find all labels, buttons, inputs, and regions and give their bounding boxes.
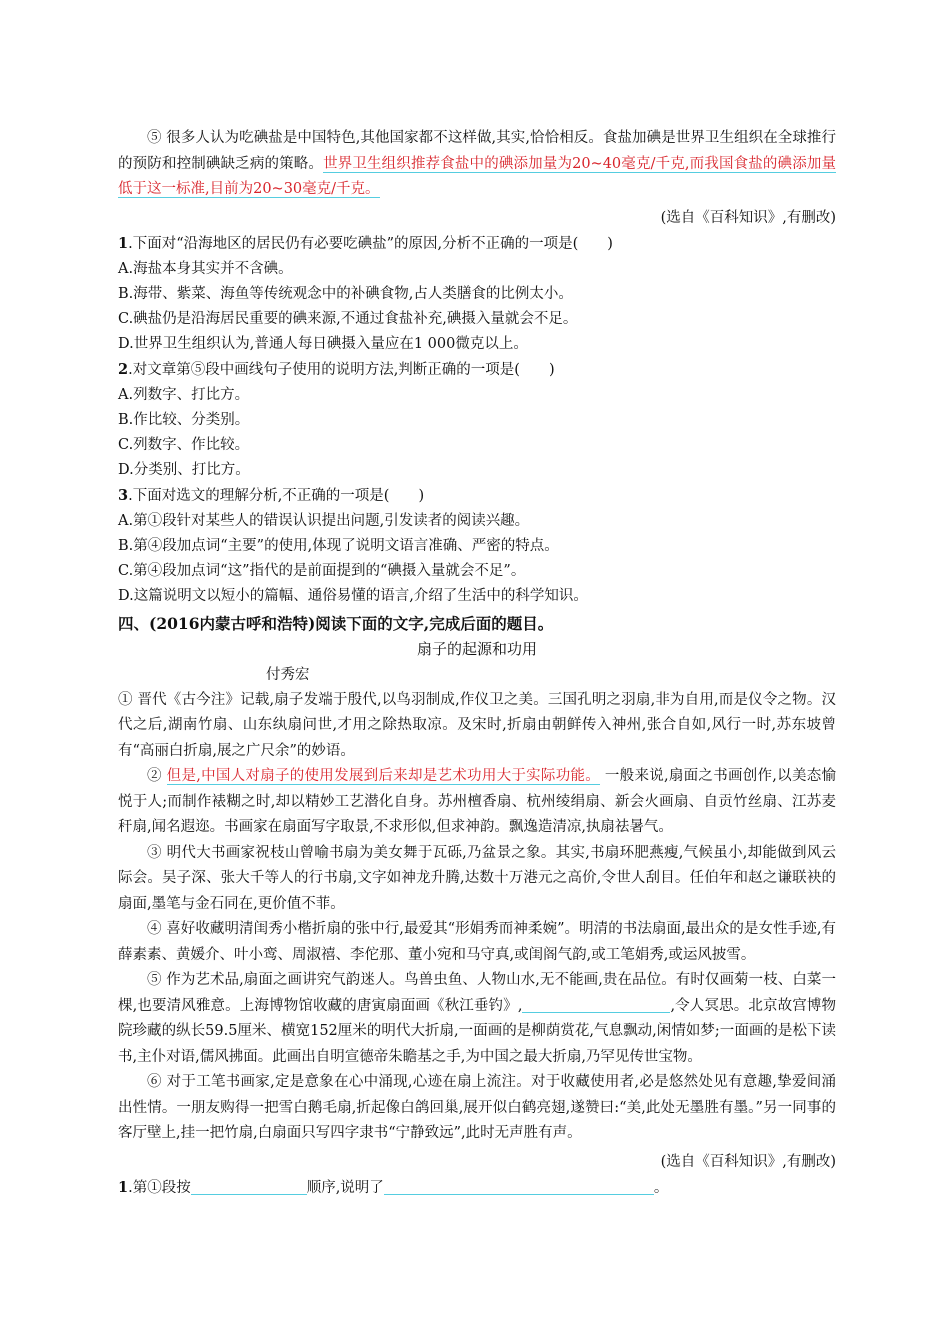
question-1 [118,231,836,357]
source-citation: (选自《百科知识》,有删改) [660,209,836,226]
article-paragraph-4: ④ 喜好收藏明清闺秀小楷折扇的张中行,最爱其“形娟秀而神柔婉”。明清的书法扇面,最出众的是女性手迹,有薛素素、黄媛介、叶小鸾、周淑禧、李佗那、董小宛和马守真,或闺阁气韵,或工笔娟秀,或运风披雪。 [118,921,836,963]
article-paragraph-1: ① 晋代《古今注》记载,扇子发端于殷代,以鸟羽制成,作仪卫之美。三国孔明之羽扇,非为自用,而是仪令之物。汉代之后,湖南竹扇、山东纨扇问世,才用之除热取凉。及宋时,折扇由朝鲜传入神州,张合自如,风行一时,苏东坡曾有“高丽白折扇,展之广尺余”的妙语。 [118,691,836,759]
option-c[interactable]: C.碘盐仍是沿海居民重要的碘来源,不通过食盐补充,碘摄入量就会不足。 [118,310,578,327]
question-text: .第①段按 [128,1179,191,1196]
option-d[interactable]: D.世界卫生组织认为,普通人每日碘摄入量应在1 000微克以上。 [118,335,528,352]
article-paragraph-6: ⑥ 对于工笔书画家,定是意象在心中涌现,心迹在扇上流注。对于收藏使用者,必是悠然处见有意趣,挚爱间涌出性情。一朋友购得一把雪白鹅毛扇,折起像白鸽回巢,展开似白鹤亮翅,遂赞曰:“美,此处无墨胜有墨。”另一同事的客厅壁上,挂一把竹扇,白扇面只写四字隶书“宁静致远”,此时无声胜有声。 [118,1074,836,1141]
question-text: .对文章第⑤段中画线句子使用的说明方法,判断正确的一项是( ) [128,361,555,378]
article-paragraph-2 [118,764,836,841]
option-d[interactable]: D.分类别、打比方。 [118,461,250,478]
underlined-sentence: 世界卫生组织推荐食盐中的碘添加量为20~40毫克/千克,而我国食盐的碘添加量低于这一标准,目前为20~30毫克/千克。 [118,155,837,197]
option-a[interactable]: A.列数字、打比方。 [118,386,250,403]
worksheet-page [118,126,836,1201]
question-number: 1 [118,1178,129,1196]
paragraph-number: ⑤ [147,130,162,146]
paragraph-text: 一般来说,扇面之书画创作,以美态愉悦于人;而制作裱糊之时,却以精妙工艺潜化自身。苏州檀香扇、杭州绫绢扇、新会火画扇、自贡竹丝扇、江苏麦秆扇,闻名遐迩。书画家在扇面写字取景,不求形似,但求神韵。飘逸造清凉,执扇祛暑气。 [118,768,837,835]
fill-question-1 [118,1175,836,1201]
article-paragraph-5 [118,968,836,1070]
paragraph-text: ,令人冥思。北京故宫博物院珍藏的纵长59.5厘米、横宽152厘米的明代大折扇,一面画的是柳荫赏花,气息飘动,闲情如梦;一面画的是松下读书,主仆对语,儒风拂面。此画出自明宣德帝朱瞻基之手,为中国之最大折扇,乃罕见传世宝物。 [118,997,837,1065]
option-a[interactable]: A.第①段针对某些人的错误认识提出问题,引发读者的阅读兴趣。 [118,512,530,529]
article-author: 付秀宏 [266,666,310,683]
question-text: .下面对选文的理解分析,不正确的一项是( ) [128,487,425,504]
question-number: 1 [118,234,129,252]
underlined-sentence: 但是,中国人对扇子的使用发展到后来却是艺术功用大于实际功能。 [166,768,601,784]
question-2 [118,357,836,483]
option-d[interactable]: D.这篇说明文以短小的篇幅、通俗易懂的语言,介绍了生活中的科学知识。 [118,587,588,604]
option-b[interactable]: B.海带、紫菜、海鱼等传统观念中的补碘食物,占人类膳食的比例太小。 [118,285,573,302]
question-number: 2 [118,360,129,378]
option-b[interactable]: B.作比较、分类别。 [118,411,250,428]
answer-blank-content[interactable] [384,1179,654,1195]
fill-in-blank[interactable] [522,997,670,1013]
article-title: 扇子的起源和功用 [416,639,537,658]
option-b[interactable]: B.第④段加点词“主要”的使用,体现了说明文语言准确、严密的特点。 [118,537,559,554]
question-stem [118,357,836,383]
option-c[interactable]: C.列数字、作比较。 [118,436,250,453]
paragraph-text: 很多人认为吃碘盐是中国特色,其他国家都不这样做,其实,恰恰相反。食盐加碘是世界卫生组织在全球推行的预防和控制碘缺乏病的策略。 [118,130,837,172]
source-citation: (选自《百科知识》,有删改) [660,1153,836,1170]
article-paragraph-3: ③ 明代大书画家祝枝山曾喻书扇为美女舞于瓦砾,乃盆景之象。其实,书扇环肥燕瘦,气候虽小,却能做到风云际会。吴子深、张大千等人的行书扇,文字如神龙升腾,达数十万港元之高价,令世人刮目。任伯年和赵之谦联袂的扇面,墨笔与金石同在,更价值不菲。 [118,844,836,912]
option-c[interactable]: C.第④段加点词“这”指代的是前面提到的“碘摄入量就会不足”。 [118,562,526,579]
paragraph-number: ② [147,768,162,784]
option-a[interactable]: A.海盐本身其实并不含碘。 [118,260,293,277]
paragraph-text: ⑤ 作为艺术品,扇面之画讲究气韵迷人。鸟兽虫鱼、人物山水,无不能画,贵在品位。有时仅画菊一枝、白菜一棵,也要清风雅意。上海博物馆收藏的唐寅扇面画《秋江垂钓》, [118,972,836,1014]
passage-paragraph-5 [118,126,836,203]
section-heading: 四、(2016内蒙古呼和浩特)阅读下面的文字,完成后面的题目。 [118,613,554,633]
question-text: 顺序,说明了 [306,1179,384,1196]
question-text: 。 [653,1179,669,1196]
question-number: 3 [118,486,129,504]
question-stem [118,231,836,257]
question-3 [118,483,836,609]
question-text: .下面对“沿海地区的居民仍有必要吃碘盐”的原因,分析不正确的一项是( ) [128,235,613,252]
answer-blank-order[interactable] [191,1179,307,1195]
question-stem [118,483,836,509]
